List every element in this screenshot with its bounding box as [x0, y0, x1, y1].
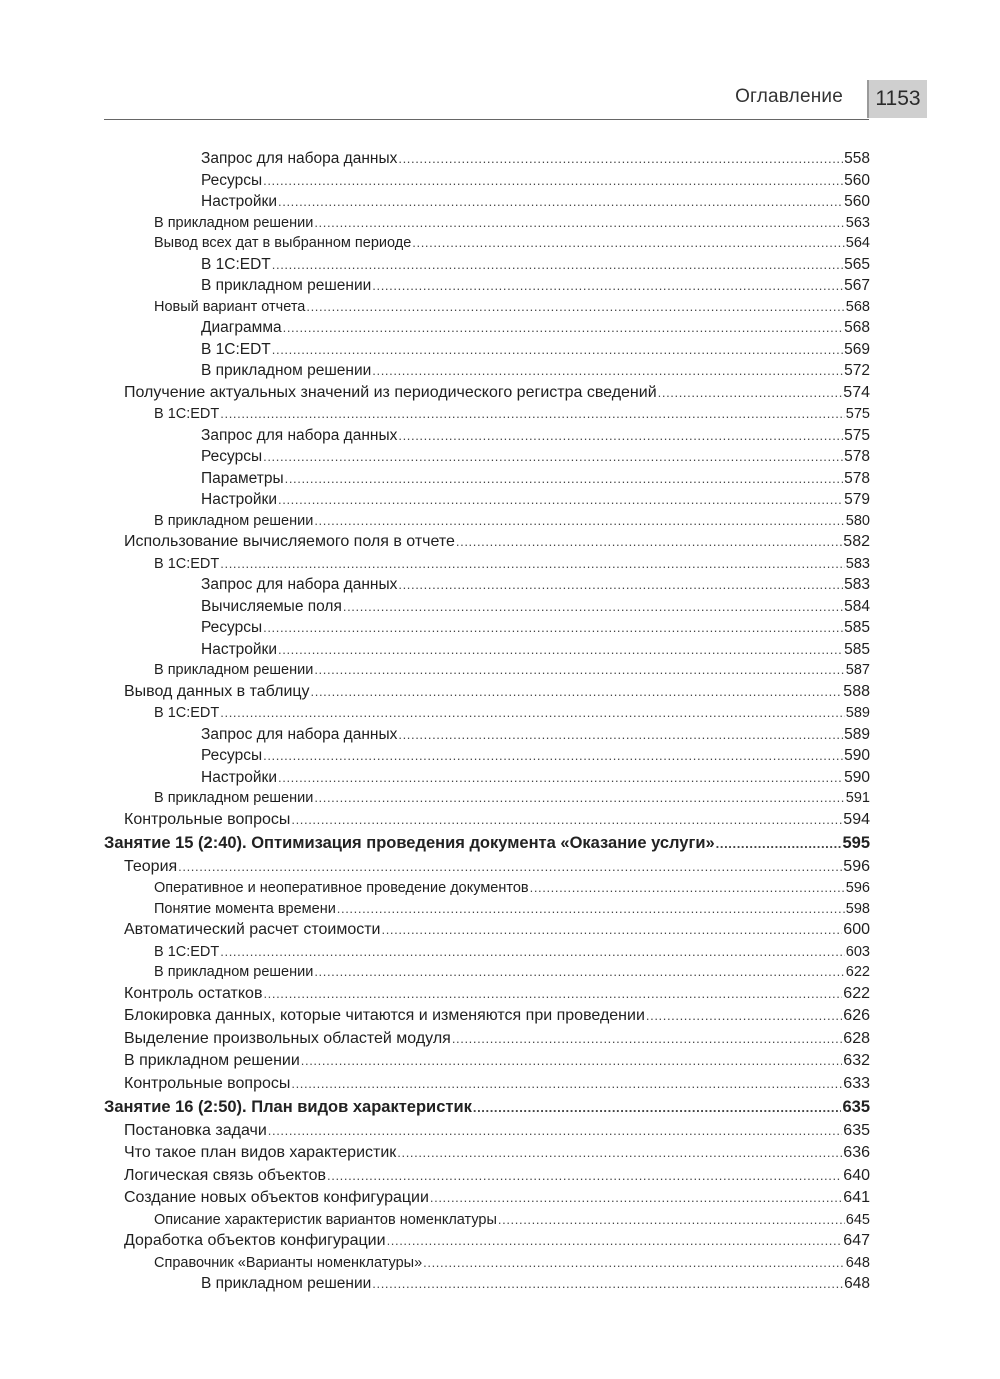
toc-entry-page: 635 [842, 1098, 870, 1116]
toc-entry-page: 569 [844, 340, 870, 358]
toc-entry-title: Блокировка данных, которые читаются и изменяются при проведении [124, 1007, 645, 1024]
toc-entry-title: Ресурсы [201, 448, 263, 465]
toc-entry-title: Запрос для набора данных [201, 576, 398, 593]
toc-entry[interactable] [104, 1005, 870, 1028]
toc-entry-page: 575 [845, 406, 870, 422]
toc-entry[interactable] [104, 148, 870, 170]
toc-entry-page: 560 [844, 171, 870, 189]
table-of-contents [104, 148, 870, 1295]
dot-leader [220, 942, 845, 963]
dot-leader [337, 899, 845, 920]
toc-entry-page: 568 [844, 319, 870, 336]
dot-leader [306, 297, 844, 318]
dot-leader [263, 170, 843, 192]
toc-entry-title: В 1С:EDT [154, 943, 220, 960]
toc-entry-page: 600 [843, 921, 870, 938]
toc-entry[interactable] [104, 1028, 870, 1051]
toc-entry[interactable] [104, 1230, 870, 1253]
dot-leader [398, 574, 843, 596]
dot-leader [314, 660, 844, 681]
toc-entry-title: Ресурсы [201, 619, 263, 636]
toc-entry[interactable] [104, 983, 870, 1006]
toc-entry-title: Настройки [201, 640, 278, 658]
toc-entry-title: В прикладном решении [154, 214, 314, 231]
toc-entry-page: 582 [843, 533, 870, 550]
dot-leader [646, 1005, 842, 1028]
toc-entry[interactable] [104, 878, 870, 899]
toc-entry-title: В прикладном решении [201, 362, 372, 379]
toc-entry-page: 574 [843, 383, 870, 401]
dot-leader [716, 832, 842, 856]
toc-entry-title: В прикладном решении [154, 790, 314, 806]
dot-leader [372, 275, 843, 297]
toc-entry-page: 580 [845, 512, 870, 529]
toc-entry-title: Логическая связь объектов [124, 1166, 327, 1184]
toc-entry-page: 567 [844, 277, 870, 294]
toc-entry[interactable] [104, 703, 870, 724]
toc-entry[interactable] [104, 1165, 870, 1188]
toc-entry-page: 578 [844, 448, 870, 465]
toc-entry-title: Получение актуальных значений из периодического регистра сведений [124, 383, 657, 401]
dot-leader [263, 745, 843, 767]
toc-entry[interactable] [104, 531, 870, 554]
dot-leader [220, 554, 845, 575]
toc-entry-title: Настройки [201, 193, 278, 210]
toc-entry[interactable] [104, 511, 870, 532]
toc-entry-title: Ресурсы [201, 171, 263, 189]
toc-entry-page: 563 [845, 214, 870, 231]
toc-entry-title: В 1С:EDT [154, 705, 220, 721]
dot-leader [430, 1187, 842, 1210]
toc-entry-page: 588 [843, 682, 870, 700]
toc-entry-page: 575 [844, 426, 870, 444]
dot-leader [285, 468, 844, 490]
dot-leader [220, 703, 845, 724]
toc-entry-title: Вывод всех дат в выбранном периоде [154, 235, 412, 251]
toc-entry-page: 626 [843, 1007, 870, 1024]
dot-leader [283, 317, 844, 339]
dot-leader [412, 233, 845, 254]
toc-entry-title: В 1С:EDT [154, 555, 220, 572]
page-number: 1153 [867, 80, 927, 118]
toc-entry-page: 596 [845, 880, 870, 896]
toc-entry-page: 579 [844, 491, 870, 508]
toc-entry-page: 585 [844, 640, 870, 658]
toc-entry[interactable] [104, 856, 870, 879]
dot-leader [263, 983, 842, 1006]
toc-entry-page: 590 [844, 768, 870, 786]
toc-entry-page: 565 [844, 255, 870, 273]
dot-leader [423, 1253, 845, 1274]
toc-entry-title: Диаграмма [201, 319, 282, 336]
toc-entry[interactable] [104, 446, 870, 468]
toc-entry-page: 596 [843, 857, 870, 875]
dot-leader [473, 1096, 842, 1120]
toc-entry-title: Справочник «Варианты номенклатуры» [154, 1254, 423, 1271]
toc-entry-title: Доработка объектов конфигурации [124, 1232, 386, 1249]
dot-leader [658, 382, 843, 405]
toc-entry[interactable] [104, 1095, 870, 1120]
toc-entry[interactable] [104, 942, 870, 963]
toc-entry[interactable] [104, 1142, 870, 1165]
toc-entry[interactable] [104, 339, 870, 361]
toc-entry-title: В прикладном решении [201, 277, 372, 294]
toc-entry[interactable] [104, 788, 870, 809]
toc-entry-page: 633 [843, 1074, 870, 1092]
dot-leader [452, 1028, 842, 1051]
toc-entry-page: 603 [845, 943, 870, 960]
toc-entry-page: 564 [845, 235, 870, 251]
toc-entry[interactable] [104, 962, 870, 983]
toc-entry[interactable] [104, 425, 870, 447]
toc-entry[interactable] [104, 360, 870, 382]
toc-entry[interactable] [104, 213, 870, 234]
dot-leader [343, 596, 843, 618]
toc-entry[interactable] [104, 919, 870, 942]
dot-leader [268, 1120, 843, 1143]
toc-entry[interactable] [104, 170, 870, 192]
toc-entry-title: В прикладном решении [154, 512, 314, 529]
toc-entry-title: Вывод данных в таблицу [124, 682, 310, 700]
toc-entry-page: 595 [842, 834, 870, 852]
toc-entry-title: В прикладном решении [124, 1052, 300, 1069]
toc-entry-page: 632 [843, 1052, 870, 1069]
toc-entry-title: Выделение произвольных областей модуля [124, 1029, 451, 1047]
toc-entry-title: В прикладном решении [201, 1275, 372, 1292]
dot-leader [263, 446, 843, 468]
toc-entry[interactable] [104, 899, 870, 920]
dot-leader [381, 919, 842, 942]
toc-entry-page: 560 [844, 193, 870, 210]
dot-leader [314, 511, 844, 532]
header-title: Оглавление [735, 86, 843, 107]
dot-leader [291, 809, 842, 832]
dot-leader [398, 148, 843, 170]
dot-leader [272, 339, 843, 361]
dot-leader [372, 1273, 843, 1295]
toc-entry-title: Занятие 16 (2:50). План видов характеристик [104, 1098, 472, 1116]
dot-leader [291, 1073, 842, 1096]
toc-entry-title: Описание характеристик вариантов номенклатуры [154, 1211, 497, 1228]
toc-entry-title: В 1С:EDT [154, 406, 220, 422]
dot-leader [178, 856, 842, 879]
toc-entry-page: 587 [845, 662, 870, 678]
toc-entry-page: 635 [843, 1121, 870, 1139]
toc-entry-title: В прикладном решении [154, 662, 314, 678]
toc-entry[interactable] [104, 468, 870, 490]
dot-leader [397, 1142, 842, 1165]
toc-entry-title: Запрос для набора данных [201, 150, 398, 167]
toc-entry-page: 648 [845, 1254, 870, 1271]
dot-leader [398, 425, 843, 447]
toc-entry[interactable] [104, 1073, 870, 1096]
toc-entry[interactable] [104, 1253, 870, 1274]
toc-entry-page: 594 [843, 810, 870, 828]
toc-entry-title: Контрольные вопросы [124, 810, 291, 828]
toc-entry[interactable] [104, 1273, 870, 1295]
dot-leader [327, 1165, 842, 1188]
toc-entry[interactable] [104, 596, 870, 618]
toc-entry-title: Занятие 15 (2:40). Оптимизация проведения документа «Оказание услуги» [104, 834, 715, 852]
toc-entry[interactable] [104, 745, 870, 767]
toc-entry-title: Что такое план видов характеристик [124, 1144, 397, 1161]
toc-entry-page: 628 [843, 1029, 870, 1047]
toc-entry[interactable] [104, 767, 870, 789]
toc-entry-page: 645 [845, 1211, 870, 1228]
toc-entry-title: В 1С:EDT [201, 340, 271, 358]
toc-entry-title: Вычисляемые поля [201, 597, 342, 615]
dot-leader [278, 489, 843, 511]
toc-entry[interactable] [104, 275, 870, 297]
toc-entry-page: 583 [844, 576, 870, 593]
dot-leader [272, 254, 843, 276]
toc-entry-page: 589 [844, 725, 870, 743]
dot-leader [314, 788, 844, 809]
dot-leader [498, 1210, 845, 1231]
toc-entry[interactable] [104, 1120, 870, 1143]
toc-entry-page: 558 [844, 150, 870, 167]
toc-entry[interactable] [104, 382, 870, 405]
toc-entry-title: Оперативное и неоперативное проведение документов [154, 880, 529, 896]
toc-entry-title: Настройки [201, 491, 278, 508]
toc-entry-title: Контрольные вопросы [124, 1074, 291, 1092]
toc-entry-page: 591 [845, 790, 870, 806]
toc-entry[interactable] [104, 1050, 870, 1073]
toc-entry-title: В прикладном решении [154, 964, 314, 980]
toc-entry[interactable] [104, 809, 870, 832]
toc-entry[interactable] [104, 489, 870, 511]
toc-entry-page: 572 [844, 362, 870, 379]
running-header [104, 80, 927, 120]
toc-entry[interactable] [104, 191, 870, 213]
toc-entry-title: Параметры [201, 469, 284, 487]
toc-entry[interactable] [104, 617, 870, 639]
toc-entry[interactable] [104, 1187, 870, 1210]
toc-entry[interactable] [104, 660, 870, 681]
dot-leader [314, 213, 844, 234]
toc-entry-page: 585 [844, 619, 870, 636]
toc-entry[interactable] [104, 1210, 870, 1231]
dot-leader [372, 360, 843, 382]
toc-entry-title: Понятие момента времени [154, 900, 336, 917]
toc-entry-page: 583 [845, 555, 870, 572]
toc-entry-page: 622 [843, 984, 870, 1002]
toc-entry-title: Запрос для набора данных [201, 725, 398, 743]
toc-entry-title: Создание новых объектов конфигурации [124, 1189, 429, 1206]
toc-entry-page: 648 [844, 1275, 870, 1292]
toc-entry-page: 584 [844, 597, 870, 615]
dot-leader [220, 404, 845, 425]
toc-entry-title: Автоматический расчет стоимости [124, 921, 381, 938]
toc-entry-title: Ресурсы [201, 747, 263, 764]
toc-entry[interactable] [104, 317, 870, 339]
toc-entry-title: В 1С:EDT [201, 255, 271, 273]
toc-entry-page: 640 [843, 1166, 870, 1184]
toc-entry[interactable] [104, 554, 870, 575]
dot-leader [301, 1050, 843, 1073]
toc-entry-page: 622 [845, 964, 870, 980]
toc-entry-title: Использование вычисляемого поля в отчете [124, 533, 455, 550]
toc-entry[interactable] [104, 639, 870, 661]
dot-leader [398, 724, 843, 746]
toc-entry[interactable] [104, 724, 870, 746]
dot-leader [263, 617, 843, 639]
toc-entry-title: Контроль остатков [124, 984, 263, 1002]
toc-entry-page: 641 [843, 1189, 870, 1206]
dot-leader [278, 191, 843, 213]
toc-entry[interactable] [104, 233, 870, 254]
toc-entry-page: 589 [845, 705, 870, 721]
toc-entry[interactable] [104, 297, 870, 318]
dot-leader [530, 878, 845, 899]
toc-entry-title: Теория [124, 857, 178, 875]
dot-leader [278, 639, 843, 661]
toc-entry-title: Запрос для набора данных [201, 426, 398, 444]
toc-entry[interactable] [104, 254, 870, 276]
toc-entry-page: 578 [844, 469, 870, 487]
dot-leader [311, 681, 843, 704]
toc-entry-page: 647 [843, 1232, 870, 1249]
dot-leader [456, 531, 842, 554]
toc-entry[interactable] [104, 404, 870, 425]
toc-entry-page: 568 [845, 298, 870, 315]
toc-entry[interactable] [104, 574, 870, 596]
toc-entry-page: 598 [845, 900, 870, 917]
dot-leader [278, 767, 843, 789]
header-divider [104, 119, 869, 120]
toc-entry-page: 590 [844, 747, 870, 764]
toc-entry-page: 636 [843, 1144, 870, 1161]
toc-entry[interactable] [104, 681, 870, 704]
toc-entry-title: Настройки [201, 768, 278, 786]
toc-entry-title: Постановка задачи [124, 1121, 267, 1139]
toc-entry-title: Новый вариант отчета [154, 298, 306, 315]
toc-entry[interactable] [104, 831, 870, 856]
dot-leader [314, 962, 844, 983]
dot-leader [387, 1230, 843, 1253]
